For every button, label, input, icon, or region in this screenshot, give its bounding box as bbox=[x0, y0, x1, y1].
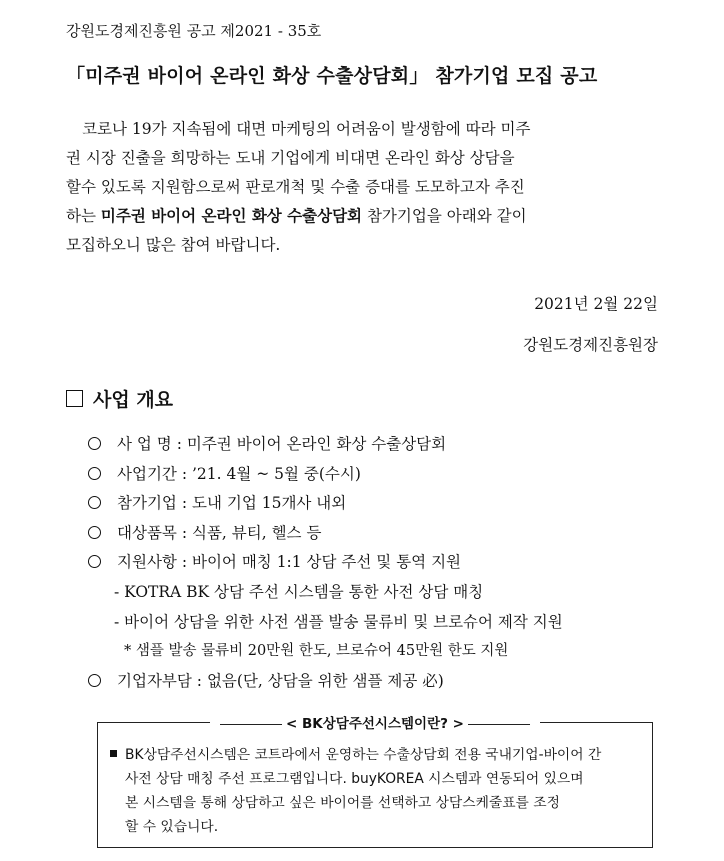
info-box-body bbox=[110, 743, 640, 839]
event-name-bold: 미주권 바이어 온라인 화상 수출상담회 bbox=[100, 207, 363, 225]
circle-bullet-icon bbox=[88, 526, 101, 539]
info-box-title bbox=[210, 712, 540, 732]
item-text: 사 업 명 : 미주권 바이어 온라인 화상 수출상담회 bbox=[117, 435, 447, 453]
page-title: 「미주권 바이어 온라인 화상 수출상담회」 참가기업 모집 공고 bbox=[66, 65, 598, 87]
circle-bullet-icon bbox=[88, 674, 101, 687]
info-line: 사전 상담 매칭 주선 프로그램입니다. buyKOREA 시스템과 연동되어 있으며 bbox=[125, 771, 584, 787]
item-text: 지원사항 : 바이어 매칭 1:1 상담 주선 및 통역 지원 bbox=[117, 553, 462, 572]
item-text: 사업기간 : ’21. 4월 ~ 5월 중(수시) bbox=[117, 464, 361, 483]
info-box bbox=[97, 716, 653, 848]
circle-bullet-icon bbox=[88, 437, 101, 450]
square-bullet-icon bbox=[110, 750, 117, 757]
overview-list bbox=[88, 430, 688, 696]
announcement-body bbox=[66, 115, 658, 260]
section-title-text: 사업 개요 bbox=[93, 389, 174, 411]
body-line: 코로나 19가 지속됨에 대면 마케팅의 어려움이 발생함에 따라 미주 bbox=[82, 120, 531, 138]
sub-item: - KOTRA BK 상담 주선 시스템을 통한 사전 상담 매칭 bbox=[114, 582, 484, 601]
circle-bullet-icon bbox=[88, 467, 101, 480]
item-text: 기업자부담 : 없음(단, 상담을 위한 샘플 제공 必) bbox=[117, 671, 444, 690]
list-item bbox=[88, 430, 688, 460]
body-text-segment: 하는 bbox=[66, 207, 101, 225]
list-item bbox=[88, 519, 688, 549]
sub-item: - 바이어 상담을 위한 사전 샘플 발송 물류비 및 브로슈어 제작 지원 bbox=[114, 612, 563, 631]
list-item bbox=[88, 548, 688, 578]
list-item bbox=[88, 667, 688, 697]
issuer: 강원도경제진흥원장 bbox=[523, 336, 658, 354]
body-line: 모집하오니 많은 참여 바랍니다. bbox=[66, 236, 281, 254]
notice-date: 2021년 2월 22일 bbox=[534, 295, 658, 313]
title-divider bbox=[468, 724, 530, 725]
title-divider bbox=[220, 724, 282, 725]
info-box-title-text: < BK상담주선시스템이란? > bbox=[286, 716, 464, 732]
item-text: 참가기업 : 도내 기업 15개사 내외 bbox=[117, 494, 347, 513]
note-item: * 샘플 발송 물류비 20만원 한도, 브로슈어 45만원 한도 지원 bbox=[124, 643, 509, 660]
body-text-segment: 참가기업을 아래와 같이 bbox=[362, 207, 527, 225]
body-line: 권 시장 진출을 희망하는 도내 기업에게 비대면 온라인 화상 상담을 bbox=[66, 149, 515, 167]
info-line: 할 수 있습니다. bbox=[125, 819, 219, 835]
square-bullet-icon bbox=[66, 390, 83, 407]
info-line bbox=[110, 743, 640, 767]
list-item bbox=[88, 489, 688, 519]
circle-bullet-icon bbox=[88, 496, 101, 509]
circle-bullet-icon bbox=[88, 555, 101, 568]
body-line bbox=[66, 202, 658, 231]
info-text: BK상담주선시스템은 코트라에서 운영하는 수출상담회 전용 국내기업-바이어 간 bbox=[125, 747, 602, 763]
notice-number: 강원도경제진흥원 공고 제2021 - 35호 bbox=[66, 22, 322, 40]
item-text: 대상품목 : 식품, 뷰티, 헬스 등 bbox=[117, 523, 322, 542]
body-line: 할수 있도록 지원함으로써 판로개척 및 수출 증대를 도모하고자 추진 bbox=[66, 178, 525, 196]
list-item bbox=[88, 460, 688, 490]
info-line: 본 시스템을 통해 상담하고 싶은 바이어를 선택하고 상담스케줄표를 조정 bbox=[125, 795, 560, 811]
section-title bbox=[66, 385, 173, 412]
